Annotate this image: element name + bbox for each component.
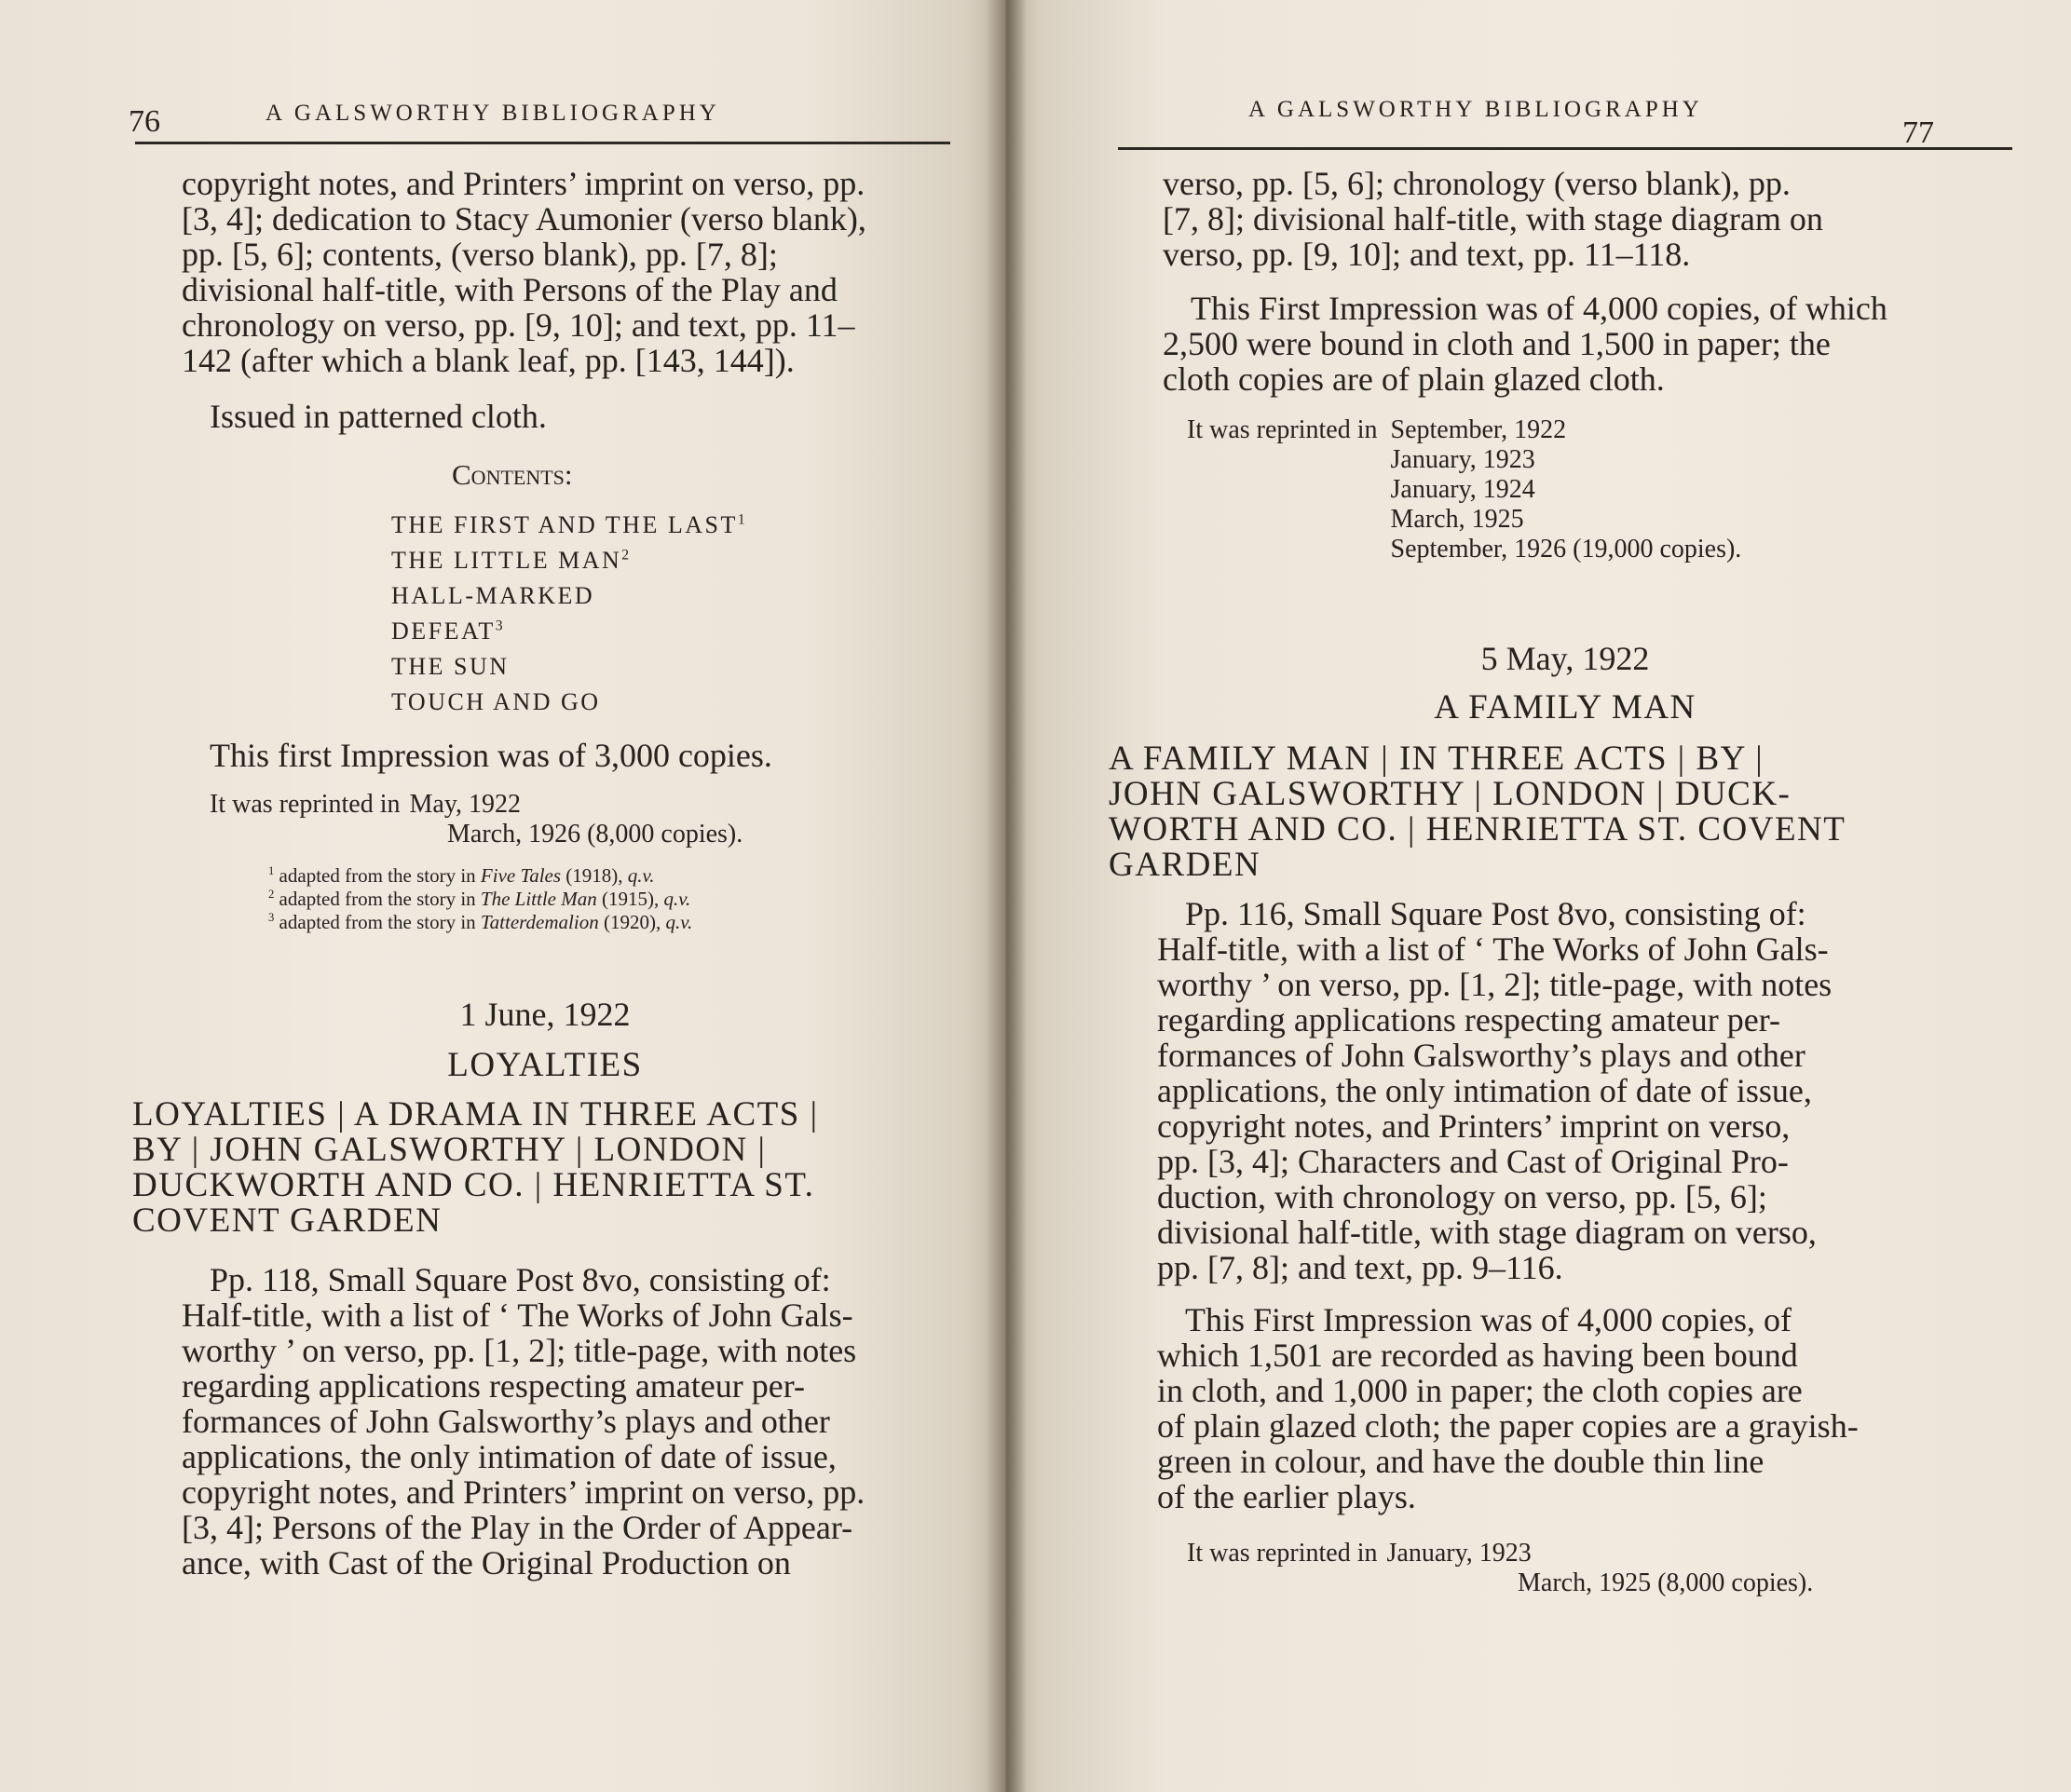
- continued-collation: [182, 166, 951, 378]
- text-line: copyright notes, and Printers’ imprint on verso, pp.: [182, 1473, 865, 1511]
- text-line: worthy ’ on verso, pp. [1, 2]; title-page, with notes: [1157, 966, 1833, 1003]
- footnotes: [268, 864, 939, 934]
- entry-collation: [182, 1262, 946, 1581]
- page-number: 77: [1902, 115, 1934, 150]
- right-page: [1006, 0, 2071, 1792]
- text-line: [3, 4]; Persons of the Play in the Order of Appear-: [182, 1509, 853, 1546]
- text-line: LOYALTIES | A DRAMA IN THREE ACTS |: [132, 1095, 819, 1134]
- reprint-note: [1187, 415, 2007, 564]
- entry-work-title: LOYALTIES: [447, 1046, 643, 1084]
- text-line: verso, pp. [5, 6]; chronology (verso blank), pp.: [1163, 165, 1791, 202]
- text-line: 142 (after which a blank leaf, pp. [143, 144]).: [182, 342, 795, 379]
- text-line: DUCKWORTH AND CO. | HENRIETTA ST.: [132, 1166, 815, 1204]
- contents-item: TOUCH AND GO: [391, 688, 601, 715]
- text-line: verso, pp. [9, 10]; and text, pp. 11–118.: [1163, 236, 1691, 273]
- text-line: of the earlier plays.: [1157, 1478, 1416, 1515]
- reprint-label: It was reprinted in: [1187, 415, 1378, 444]
- title-page-transcription: [1109, 741, 2008, 883]
- text-line: Half-title, with a list of ‘ The Works of John Gals-: [1157, 930, 1829, 968]
- text-line: [3, 4]; dedication to Stacy Aumonier (verso blank),: [182, 200, 866, 238]
- footnote: $^2$ adapted from the story in The Little Man (1915), q.v.: [268, 888, 691, 910]
- text-line: A FAMILY MAN | IN THREE ACTS | BY |: [1109, 740, 1764, 778]
- contents-item: THE SUN: [391, 653, 510, 680]
- reprint-label: It was reprinted in: [210, 790, 401, 819]
- text-line: in cloth, and 1,000 in paper; the cloth copies are: [1157, 1372, 1803, 1409]
- running-head: A GALSWORTHY BIBLIOGRAPHY: [1248, 97, 1703, 122]
- text-line: ance, with Cast of the Original Production on: [182, 1544, 791, 1582]
- entry-impression-note: [1157, 1302, 2007, 1514]
- reprint-note: [210, 790, 955, 849]
- continued-collation: [1163, 166, 2012, 272]
- reprint-label: It was reprinted in: [1187, 1539, 1378, 1568]
- text-line: WORTH AND CO. | HENRIETTA ST. COVENT: [1109, 810, 1846, 848]
- header-rule: [1118, 147, 2012, 150]
- text-line: This First Impression was of 4,000 copies, of which: [1191, 290, 1887, 327]
- entry-reprint-note: [1187, 1539, 2007, 1598]
- text-line: Pp. 116, Small Square Post 8vo, consisting of:: [1185, 895, 1806, 932]
- reprint-date: March, 1925 (8,000 copies).: [1518, 1568, 1814, 1597]
- text-line: COVENT GARDEN: [132, 1201, 443, 1240]
- text-line: JOHN GALSWORTHY | LONDON | DUCK-: [1109, 775, 1792, 813]
- reprint-dates: September, 1922 January, 1923 January, 1924 March, 1925 September, 1926 (19,000 copies).: [1390, 415, 1742, 563]
- entry-collation: [1157, 896, 2007, 1285]
- text-line: pp. [3, 4]; Characters and Cast of Original Pro-: [1157, 1143, 1789, 1180]
- contents-item: DEFEAT$^3$: [391, 618, 506, 645]
- text-line: GARDEN: [1109, 846, 1261, 884]
- text-line: This First Impression was of 4,000 copies, of: [1185, 1301, 1792, 1338]
- text-line: duction, with chronology on verso, pp. [5, 6];: [1157, 1178, 1767, 1215]
- text-line: copyright notes, and Printers’ imprint on verso, pp.: [182, 165, 865, 202]
- contents-item: HALL-MARKED: [391, 582, 595, 609]
- impression-note: This first Impression was of 3,000 copies.: [210, 737, 772, 774]
- text-line: pp. [5, 6]; contents, (verso blank), pp. [7, 8];: [182, 236, 778, 273]
- text-line: regarding applications respecting amateur per-: [182, 1367, 805, 1405]
- contents-item: THE LITTLE MAN$^2$: [391, 547, 632, 574]
- text-line: 2,500 were bound in cloth and 1,500 in paper; the: [1163, 325, 1831, 362]
- text-line: formances of John Galsworthy’s plays and other: [1157, 1037, 1805, 1074]
- reprint-date: March, 1926 (8,000 copies).: [447, 820, 743, 848]
- running-head: A GALSWORTHY BIBLIOGRAPHY: [266, 101, 720, 126]
- impression-note: [1163, 291, 2012, 397]
- header-rule: [135, 142, 950, 144]
- book-gutter: [986, 0, 1027, 1792]
- text-line: BY | JOHN GALSWORTHY | LONDON |: [132, 1131, 767, 1169]
- left-page: [0, 0, 1006, 1792]
- text-line: of plain glazed cloth; the paper copies are a grayish-: [1157, 1407, 1859, 1445]
- text-line: chronology on verso, pp. [9, 10]; and text, pp. 11–: [182, 306, 855, 344]
- text-line: copyright notes, and Printers’ imprint on verso,: [1157, 1107, 1791, 1145]
- text-line: worthy ’ on verso, pp. [1, 2]; title-page, with notes: [182, 1332, 857, 1369]
- text-line: [7, 8]; divisional half-title, with stage diagram on: [1163, 200, 1823, 238]
- text-line: divisional half-title, with Persons of the Play and: [182, 271, 838, 308]
- text-line: regarding applications respecting amateur per-: [1157, 1001, 1780, 1039]
- contents-list: [391, 508, 857, 720]
- entry-work-title: A FAMILY MAN: [1434, 688, 1696, 726]
- text-line: cloth copies are of plain glazed cloth.: [1163, 360, 1665, 398]
- contents-item: THE FIRST AND THE LAST$^1$: [391, 511, 748, 538]
- text-line: applications, the only intimation of date of issue,: [1157, 1072, 1812, 1109]
- binding-note: Issued in patterned cloth.: [210, 398, 547, 435]
- contents-heading: Contents:: [452, 458, 573, 491]
- text-line: divisional half-title, with stage diagram on verso,: [1157, 1214, 1817, 1251]
- text-line: Half-title, with a list of ‘ The Works of John Gals-: [182, 1296, 853, 1334]
- text-line: green in colour, and have the double thin line: [1157, 1443, 1764, 1480]
- reprint-dates: May, 1922: [409, 790, 522, 819]
- text-line: pp. [7, 8]; and text, pp. 9–116.: [1157, 1249, 1563, 1286]
- reprint-dates: January, 1923: [1386, 1539, 1532, 1568]
- footnote: $^1$ adapted from the story in Five Tales (1918), q.v.: [268, 864, 655, 887]
- page-number: 76: [129, 104, 160, 139]
- entry-date: 1 June, 1922: [459, 996, 631, 1033]
- entry-date: 5 May, 1922: [1480, 640, 1650, 677]
- text-line: which 1,501 are recorded as having been bound: [1157, 1337, 1798, 1374]
- text-line: formances of John Galsworthy’s plays and other: [182, 1403, 830, 1440]
- text-line: applications, the only intimation of date of issue,: [182, 1438, 837, 1475]
- footnote: $^3$ adapted from the story in Tatterdemalion (1920), q.v.: [268, 911, 693, 933]
- title-page-transcription: [132, 1097, 945, 1239]
- text-line: Pp. 118, Small Square Post 8vo, consisting of:: [210, 1261, 831, 1298]
